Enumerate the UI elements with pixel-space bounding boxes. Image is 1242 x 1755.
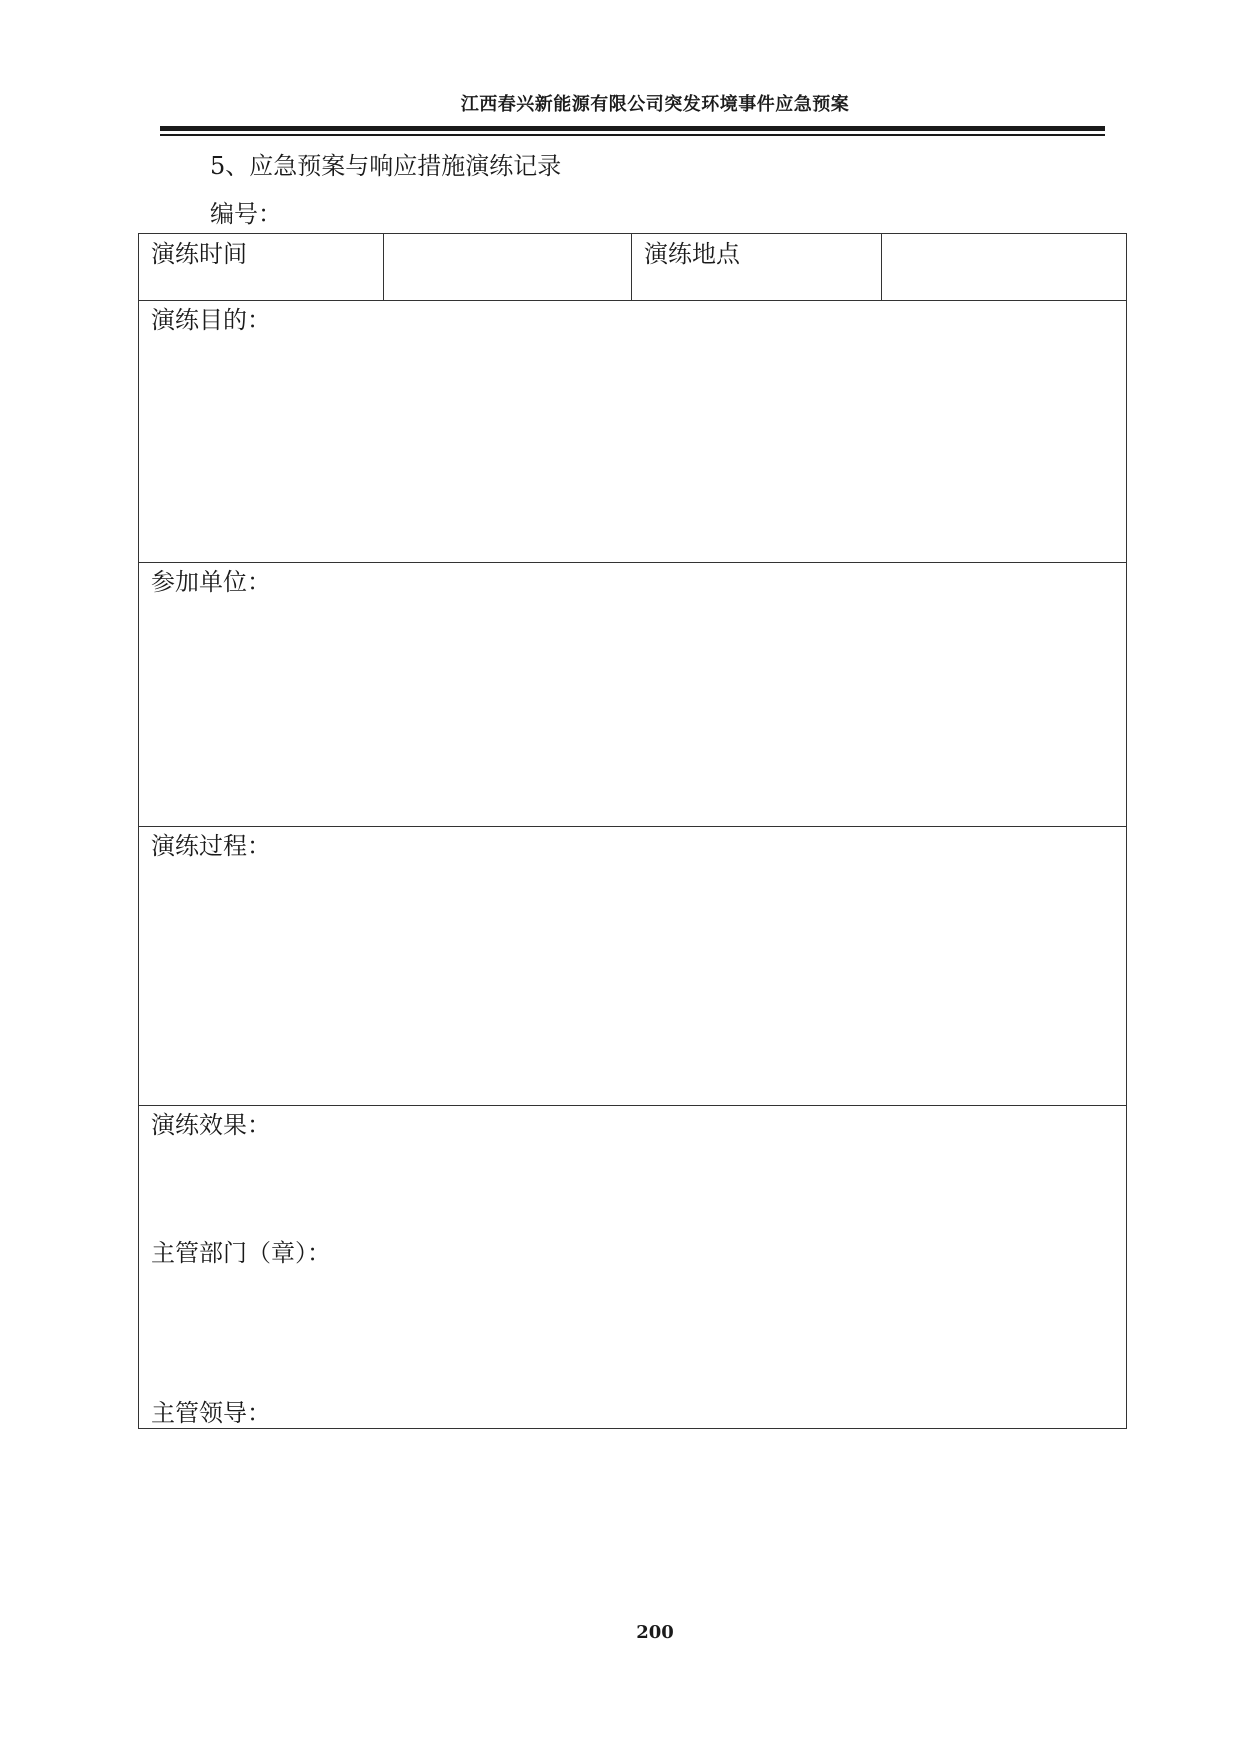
drill-record-table [138,233,1127,1429]
table-row-process [139,827,1127,1106]
process-cell[interactable] [139,827,1127,1106]
record-number-label: 编号： [210,200,282,228]
units-cell[interactable] [139,563,1127,827]
table-row-purpose [139,301,1127,563]
drill-location-label: 演练地点 [644,240,740,268]
drill-location-value-cell[interactable] [882,234,1127,301]
purpose-label: 演练目的： [151,306,271,334]
drill-time-label: 演练时间 [151,240,247,268]
participating-units-label: 参加单位： [151,568,271,596]
drill-time-label-cell [139,234,384,301]
drill-location-label-cell [632,234,882,301]
purpose-cell[interactable] [139,301,1127,563]
department-seal-label: 主管部门（章）： [151,1239,331,1267]
process-label: 演练过程： [151,832,271,860]
effect-label: 演练效果： [151,1111,271,1139]
page-number: 200 [636,1622,674,1643]
header-rule-thick [160,126,1105,131]
effect-cell[interactable] [139,1106,1127,1429]
document-header-title: 江西春兴新能源有限公司突发环境事件应急预案 [460,94,850,115]
drill-time-value-cell[interactable] [384,234,632,301]
section-heading: 5、应急预案与响应措施演练记录 [210,152,562,180]
table-row-effect [139,1106,1127,1429]
effect-inner [139,1106,1126,1428]
table-row-time-location [139,234,1127,301]
header-rule-thin [160,134,1105,136]
leader-label: 主管领导： [151,1399,271,1427]
table-row-units [139,563,1127,827]
